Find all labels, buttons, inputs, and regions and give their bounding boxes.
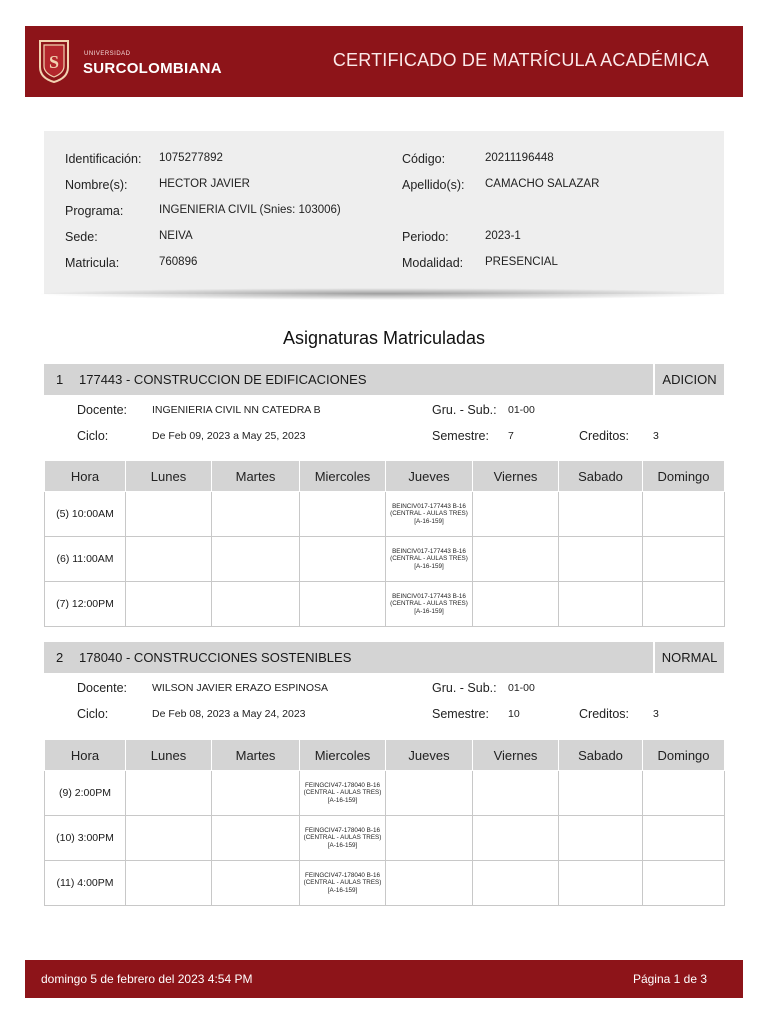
schedule-header-row xyxy=(45,461,725,492)
schedule-cell xyxy=(212,816,300,861)
col-header-lunes: Lunes xyxy=(126,740,212,771)
schedule-table xyxy=(44,739,725,906)
class-location: BEINCIV017-177443 B-16 (CENTRAL - AULAS TRES) [A-16-159] xyxy=(390,502,468,525)
course-name: 178040 - CONSTRUCCIONES SOSTENIBLES xyxy=(79,650,352,665)
col-header-domingo: Domingo xyxy=(643,461,725,492)
schedule-cell xyxy=(559,861,643,906)
ciclo-label: Ciclo: xyxy=(77,429,109,443)
schedule-cell xyxy=(473,582,559,627)
gru-sub-label: Gru. - Sub.: xyxy=(432,681,497,695)
schedule-cell xyxy=(212,492,300,537)
course-name: 177443 - CONSTRUCCION DE EDIFICACIONES xyxy=(79,372,367,387)
university-shield-icon xyxy=(37,39,71,83)
schedule-cell xyxy=(386,861,473,906)
schedule-cell xyxy=(300,771,386,816)
nombres-value: HECTOR JAVIER xyxy=(159,178,250,190)
schedule-cell xyxy=(126,492,212,537)
schedule-cell xyxy=(126,771,212,816)
schedule-cell xyxy=(643,861,725,906)
col-header-viernes: Viernes xyxy=(473,461,559,492)
creditos-value: 3 xyxy=(653,708,659,720)
docente-value: INGENIERIA CIVIL NN CATEDRA B xyxy=(152,404,321,416)
sede-value: NEIVA xyxy=(159,230,193,242)
schedule-cell xyxy=(473,816,559,861)
schedule-cell xyxy=(212,861,300,906)
logo-university-word: UNIVERSIDAD xyxy=(84,51,131,57)
gru-sub-value: 01-00 xyxy=(508,682,535,694)
hora-cell: (7) 12:00PM xyxy=(45,582,126,627)
schedule-row xyxy=(45,582,725,627)
schedule-cell xyxy=(126,582,212,627)
docente-label: Docente: xyxy=(77,681,128,695)
col-header-jueves: Jueves xyxy=(386,740,473,771)
programa-value: INGENIERIA CIVIL (Snies: 103006) xyxy=(159,204,341,216)
matricula-value: 760896 xyxy=(159,256,198,268)
schedule-cell xyxy=(126,861,212,906)
schedule-cell xyxy=(300,537,386,582)
page-header xyxy=(25,26,743,97)
schedule-row xyxy=(45,492,725,537)
logo-university-name: SURCOLOMBIANA xyxy=(83,60,222,77)
schedule-cell xyxy=(386,537,473,582)
col-header-hora: Hora xyxy=(45,461,126,492)
periodo-label: Periodo: xyxy=(402,230,449,244)
schedule-cell xyxy=(643,582,725,627)
programa-label: Programa: xyxy=(65,204,124,218)
footer-date: domingo 5 de febrero del 2023 4:54 PM xyxy=(41,972,253,986)
document-title: CERTIFICADO DE MATRÍCULA ACADÉMICA xyxy=(332,50,709,70)
schedule-cell xyxy=(473,537,559,582)
schedule-cell xyxy=(212,582,300,627)
course-status-badge: ADICION xyxy=(653,364,724,395)
schedule-cell xyxy=(300,582,386,627)
schedule-cell xyxy=(559,771,643,816)
schedule-row xyxy=(45,771,725,816)
schedule-cell xyxy=(386,582,473,627)
schedule-cell xyxy=(559,816,643,861)
gru-sub-label: Gru. - Sub.: xyxy=(432,403,497,417)
schedule-cell xyxy=(212,771,300,816)
course-header xyxy=(44,364,724,395)
semestre-label: Semestre: xyxy=(432,429,489,443)
creditos-value: 3 xyxy=(653,430,659,442)
col-header-hora: Hora xyxy=(45,740,126,771)
semestre-label: Semestre: xyxy=(432,707,489,721)
col-header-martes: Martes xyxy=(212,461,300,492)
class-location: FEINGCIV47-178040 B-16 (CENTRAL - AULAS TRES) [A-16-159] xyxy=(303,781,382,804)
col-header-sabado: Sabado xyxy=(559,740,643,771)
col-header-martes: Martes xyxy=(212,740,300,771)
col-header-miercoles: Miercoles xyxy=(300,461,386,492)
schedule-cell xyxy=(559,492,643,537)
schedule-cell xyxy=(126,816,212,861)
schedule-cell xyxy=(559,582,643,627)
periodo-value: 2023-1 xyxy=(485,230,521,242)
section-title: Asignaturas Matriculadas xyxy=(282,328,486,348)
class-location: BEINCIV017-177443 B-16 (CENTRAL - AULAS TRES) [A-16-159] xyxy=(390,592,468,615)
page-number: Página 1 de 3 xyxy=(632,972,707,986)
schedule-cell xyxy=(386,771,473,816)
schedule-cell xyxy=(386,492,473,537)
hora-cell: (9) 2:00PM xyxy=(45,771,126,816)
col-header-viernes: Viernes xyxy=(473,740,559,771)
identificacion-label: Identificación: xyxy=(65,152,142,166)
sede-label: Sede: xyxy=(65,230,98,244)
apellidos-value: CAMACHO SALAZAR xyxy=(485,178,600,190)
matricula-label: Matricula: xyxy=(65,256,120,270)
course-number: 2 xyxy=(56,650,64,665)
codigo-label: Código: xyxy=(402,152,446,166)
ciclo-label: Ciclo: xyxy=(77,707,109,721)
creditos-label: Creditos: xyxy=(579,429,630,443)
svg-text:S: S xyxy=(48,52,60,72)
schedule-cell xyxy=(386,816,473,861)
class-location: FEINGCIV47-178040 B-16 (CENTRAL - AULAS TRES) [A-16-159] xyxy=(303,871,382,894)
hora-cell: (5) 10:00AM xyxy=(45,492,126,537)
schedule-cell xyxy=(473,771,559,816)
schedule-cell xyxy=(643,816,725,861)
creditos-label: Creditos: xyxy=(579,707,630,721)
schedule-cell xyxy=(559,537,643,582)
course-header xyxy=(44,642,724,673)
class-location: BEINCIV017-177443 B-16 (CENTRAL - AULAS TRES) [A-16-159] xyxy=(390,547,468,570)
modalidad-label: Modalidad: xyxy=(402,256,464,270)
apellidos-label: Apellido(s): xyxy=(402,178,465,192)
schedule-cell xyxy=(473,492,559,537)
hora-cell: (11) 4:00PM xyxy=(45,861,126,906)
hora-cell: (10) 3:00PM xyxy=(45,816,126,861)
semestre-value: 10 xyxy=(508,708,520,720)
page-footer xyxy=(25,960,743,998)
semestre-value: 7 xyxy=(508,430,514,442)
schedule-cell xyxy=(300,492,386,537)
schedule-row xyxy=(45,537,725,582)
student-info-panel xyxy=(44,131,724,294)
codigo-value: 20211196448 xyxy=(485,152,554,164)
course-status-badge: NORMAL xyxy=(653,642,724,673)
col-header-miercoles: Miercoles xyxy=(300,740,386,771)
col-header-domingo: Domingo xyxy=(643,740,725,771)
schedule-cell xyxy=(300,861,386,906)
panel-shadow xyxy=(34,288,734,300)
gru-sub-value: 01-00 xyxy=(508,404,535,416)
schedule-table xyxy=(44,460,725,627)
schedule-cell xyxy=(126,537,212,582)
schedule-cell xyxy=(643,492,725,537)
class-location: FEINGCIV47-178040 B-16 (CENTRAL - AULAS TRES) [A-16-159] xyxy=(303,826,382,849)
hora-cell: (6) 11:00AM xyxy=(45,537,126,582)
schedule-cell xyxy=(473,861,559,906)
docente-label: Docente: xyxy=(77,403,128,417)
schedule-header-row xyxy=(45,740,725,771)
ciclo-value: De Feb 09, 2023 a May 25, 2023 xyxy=(152,430,306,442)
nombres-label: Nombre(s): xyxy=(65,178,128,192)
docente-value: WILSON JAVIER ERAZO ESPINOSA xyxy=(152,682,329,694)
identificacion-value: 1075277892 xyxy=(159,152,223,164)
course-number: 1 xyxy=(56,372,64,387)
col-header-lunes: Lunes xyxy=(126,461,212,492)
col-header-jueves: Jueves xyxy=(386,461,473,492)
schedule-cell xyxy=(643,771,725,816)
schedule-row xyxy=(45,861,725,906)
modalidad-value: PRESENCIAL xyxy=(485,256,558,268)
schedule-cell xyxy=(300,816,386,861)
ciclo-value: De Feb 08, 2023 a May 24, 2023 xyxy=(152,708,306,720)
schedule-cell xyxy=(643,537,725,582)
schedule-row xyxy=(45,816,725,861)
col-header-sabado: Sabado xyxy=(559,461,643,492)
schedule-cell xyxy=(212,537,300,582)
